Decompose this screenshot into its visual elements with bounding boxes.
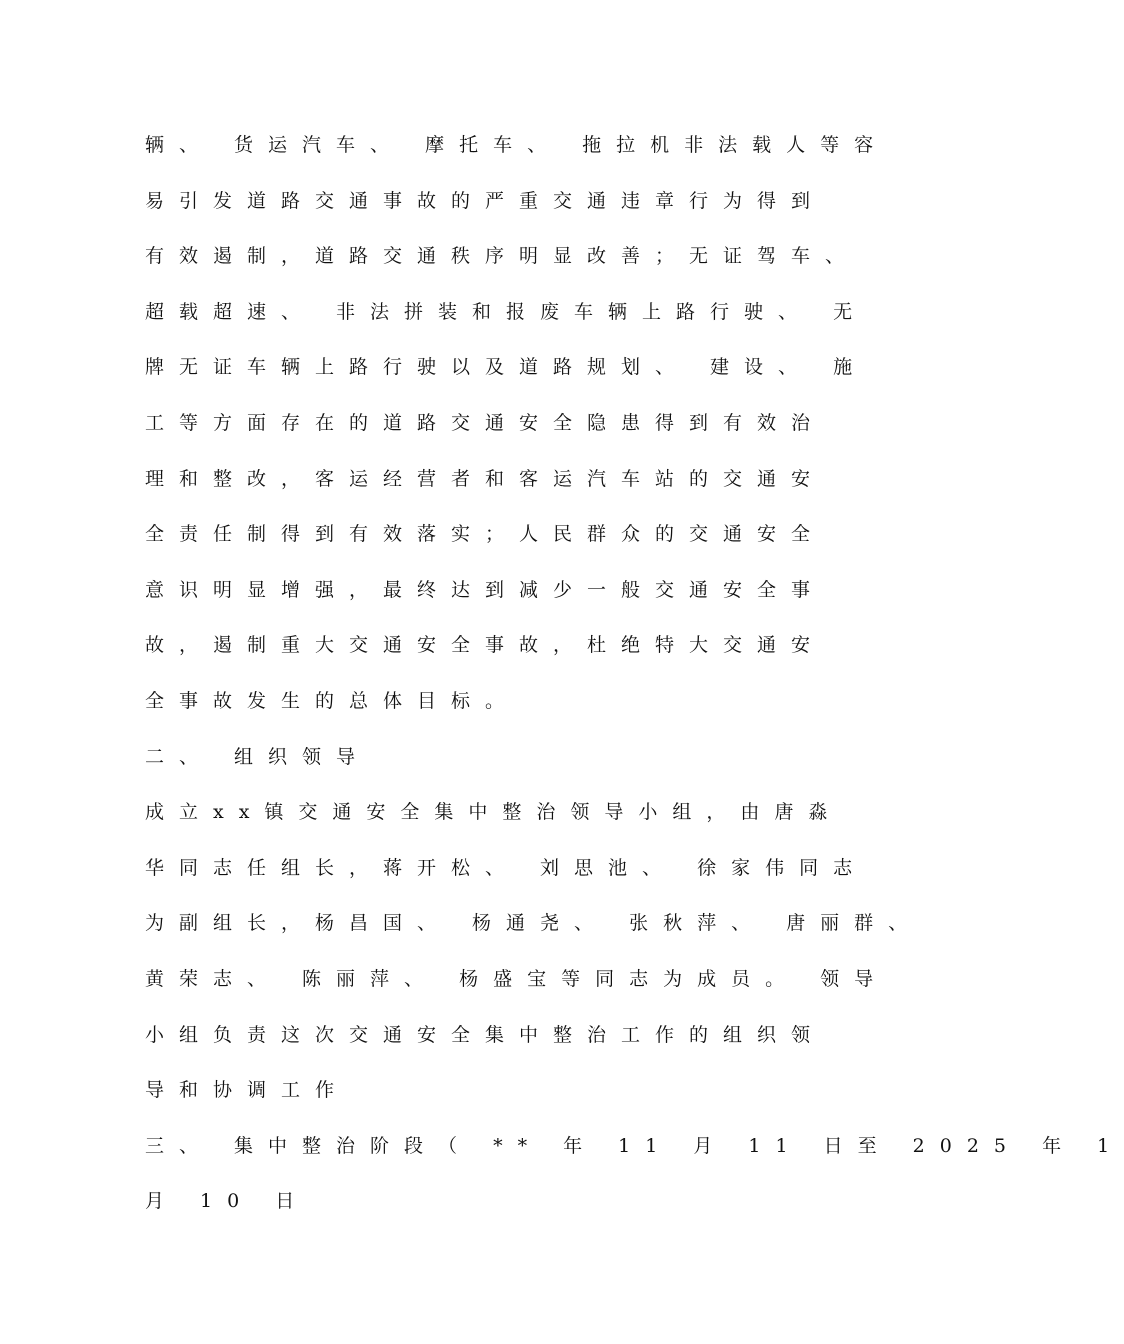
text-line: 超载超速、 非法拼装和报废车辆上路行驶、 无 (145, 300, 868, 323)
text-line: 导和协调工作 (145, 1079, 350, 1102)
text-line: 为副组长，杨昌国、 杨通尧、 张秋萍、 唐丽群、 (145, 912, 923, 935)
text-line: 理和整改，客运经营者和客运汽车站的交通安 (145, 467, 826, 490)
text-line: 故，遏制重大交通安全事故，杜绝特大交通安 (145, 634, 826, 657)
text-line: 全责任制得到有效落实；人民群众的交通安全 (145, 523, 826, 546)
text-line: 黄荣志、 陈丽萍、 杨盛宝等同志为成员。 领导 (145, 967, 889, 990)
text-line: 牌无证车辆上路行驶以及道路规划、 建设、 施 (145, 356, 868, 379)
body-text (145, 118, 1124, 1230)
text-line: 全事故发生的总体目标。 (145, 689, 520, 712)
section-heading-phase: 三、 集中整治阶段（ ** 年 11 月 11 日至 2025 年 1 (145, 1134, 1124, 1157)
text-line: 小组负责这次交通安全集中整治工作的组织领 (145, 1023, 826, 1046)
text-line: 月 10 日 (145, 1190, 310, 1213)
text-line: 易引发道路交通事故的严重交通违章行为得到 (145, 189, 826, 212)
text-line: 意识明显增强，最终达到减少一般交通安全事 (145, 578, 826, 601)
text-line: 成立xx镇交通安全集中整治领导小组，由唐淼 (145, 801, 843, 824)
text-line: 工等方面存在的道路交通安全隐患得到有效治 (145, 411, 826, 434)
text-line: 华同志任组长，蒋开松、 刘思池、 徐家伟同志 (145, 856, 868, 879)
text-line: 有效遏制，道路交通秩序明显改善；无证驾车、 (145, 245, 860, 268)
section-heading-organization: 二、 组织领导 (145, 745, 371, 768)
text-line: 辆、 货运汽车、 摩托车、 拖拉机非法载人等容 (145, 134, 889, 156)
